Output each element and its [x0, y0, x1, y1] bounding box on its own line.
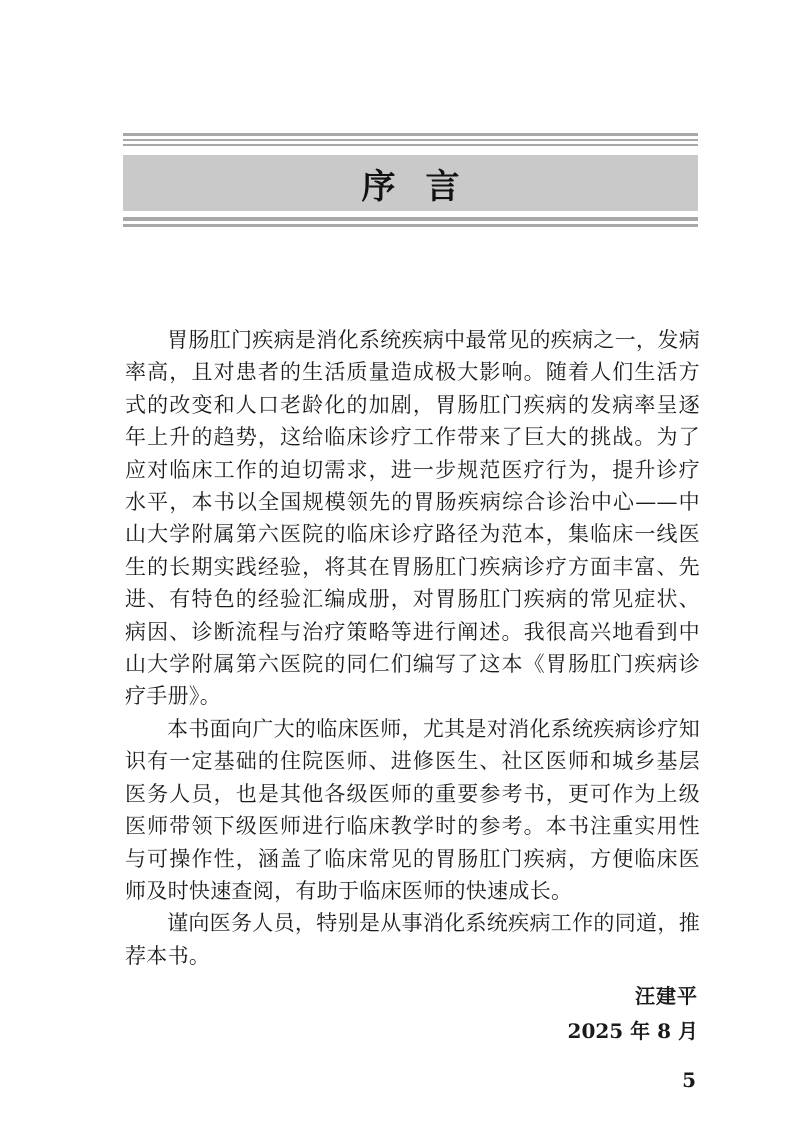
header-rule-top: [123, 133, 698, 146]
paragraph-1: 胃肠肛门疾病是消化系统疾病中最常见的疾病之一，发病率高，且对患者的生活质量造成极大影响。随着人们生活方式的改变和人口老龄化的加剧，胃肠肛门疾病的发病率呈逐年上升的趋势，这给临床诊疗工作带来了巨大的挑战。为了应对临床工作的迫切需求，进一步规范医疗行为，提升诊疗水平，本书以全国规模领先的胃肠疾病综合诊治中心——中山大学附属第六医院的临床诊疗路径为范本，集临床一线医生的长期实践经验，将其在胃肠肛门疾病诊疗方面丰富、先进、有特色的经验汇编成册，对胃肠肛门疾病的常见症状、病因、诊断流程与治疗策略等进行阐述。我很高兴地看到中山大学附属第六医院的同仁们编写了这本《胃肠肛门疾病诊疗手册》。: [125, 328, 700, 709]
signature-block: [568, 981, 698, 1046]
page-title: 序言: [361, 166, 490, 207]
signature-date: 2025 年 8 月: [567, 1019, 698, 1043]
preface-body: [125, 324, 700, 972]
author-name: 汪建平: [635, 984, 698, 1008]
paragraph-3: 谨向医务人员，特别是从事消化系统疾病工作的同道，推荐本书。: [125, 911, 700, 968]
page-number: 5: [682, 1068, 696, 1092]
page-header: [123, 133, 698, 233]
paragraph-2: 本书面向广大的临床医师，尤其是对消化系统疾病诊疗知识有一定基础的住院医师、进修医生、社区医师和城乡基层医务人员，也是其他各级医师的重要参考书，更可作为上级医师带领下级医师进行临床教学时的参考。本书注重实用性与可操作性，涵盖了临床常见的胃肠肛门疾病，方便临床医师及时快速查阅，有助于临床医师的快速成长。: [125, 716, 700, 903]
header-rule-bottom: [123, 217, 698, 230]
title-band: [123, 155, 698, 211]
